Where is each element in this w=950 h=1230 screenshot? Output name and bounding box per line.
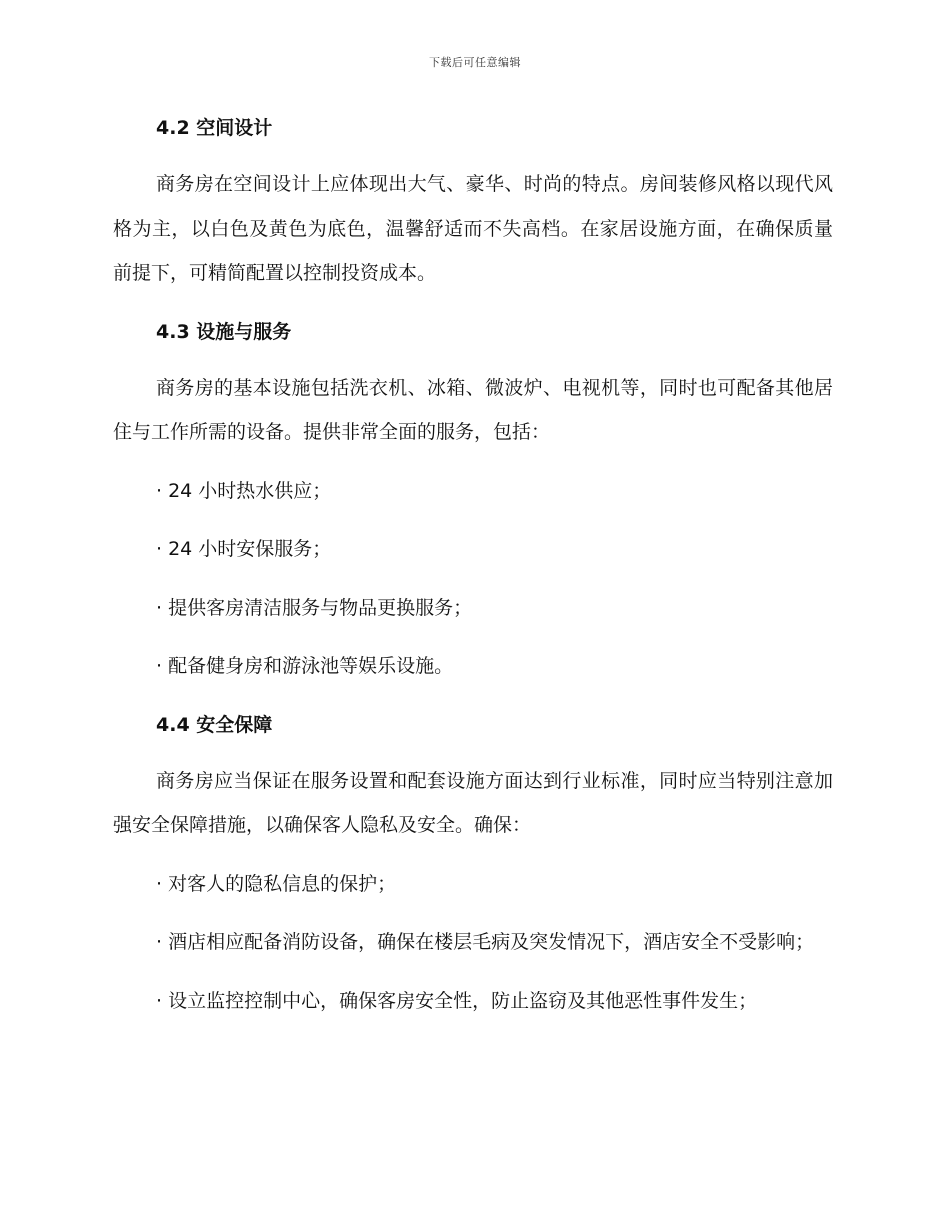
bullet-item: · 设立监控控制中心，确保客房安全性，防止盗窃及其他恶性事件发生； bbox=[156, 989, 758, 1012]
bullet-item: · 配备健身房和游泳池等娱乐设施。 bbox=[156, 655, 454, 677]
bullet-item: · 提供客房清洁服务与物品更换服务； bbox=[156, 596, 473, 619]
bullet-item: · 对客人的隐私信息的保护； bbox=[156, 872, 397, 895]
section-4-4-paragraph: 商务房应当保证在服务设置和配套设施方面达到行业标准，同时应当特别注意加强安全保障措施，以确保客人隐私及安全。确保： bbox=[113, 769, 833, 836]
section-heading-4-3: 4.3 设施与服务 bbox=[156, 320, 292, 343]
bullet-item: · 酒店相应配备消防设备，确保在楼层毛病及突发情况下，酒店安全不受影响； bbox=[156, 931, 815, 953]
document-body bbox=[113, 108, 833, 1023]
section-heading-4-4: 4.4 安全保障 bbox=[156, 713, 273, 736]
page-header: 下载后可任意编辑 bbox=[429, 56, 521, 69]
section-4-3-paragraph: 商务房的基本设施包括洗衣机、冰箱、微波炉、电视机等，同时也可配备其他居住与工作所需的设备。提供非常全面的服务，包括： bbox=[113, 376, 833, 443]
bullet-item: · 24 小时安保服务； bbox=[156, 538, 332, 560]
section-heading-4-2: 4.2 空间设计 bbox=[156, 117, 273, 139]
bullet-item: · 24 小时热水供应； bbox=[156, 479, 332, 502]
section-4-2-paragraph: 商务房在空间设计上应体现出大气、豪华、时尚的特点。房间装修风格以现代风格为主，以白色及黄色为底色，温馨舒适而不失高档。在家居设施方面，在确保质量前提下，可精简配置以控制投资成本。 bbox=[113, 173, 833, 284]
